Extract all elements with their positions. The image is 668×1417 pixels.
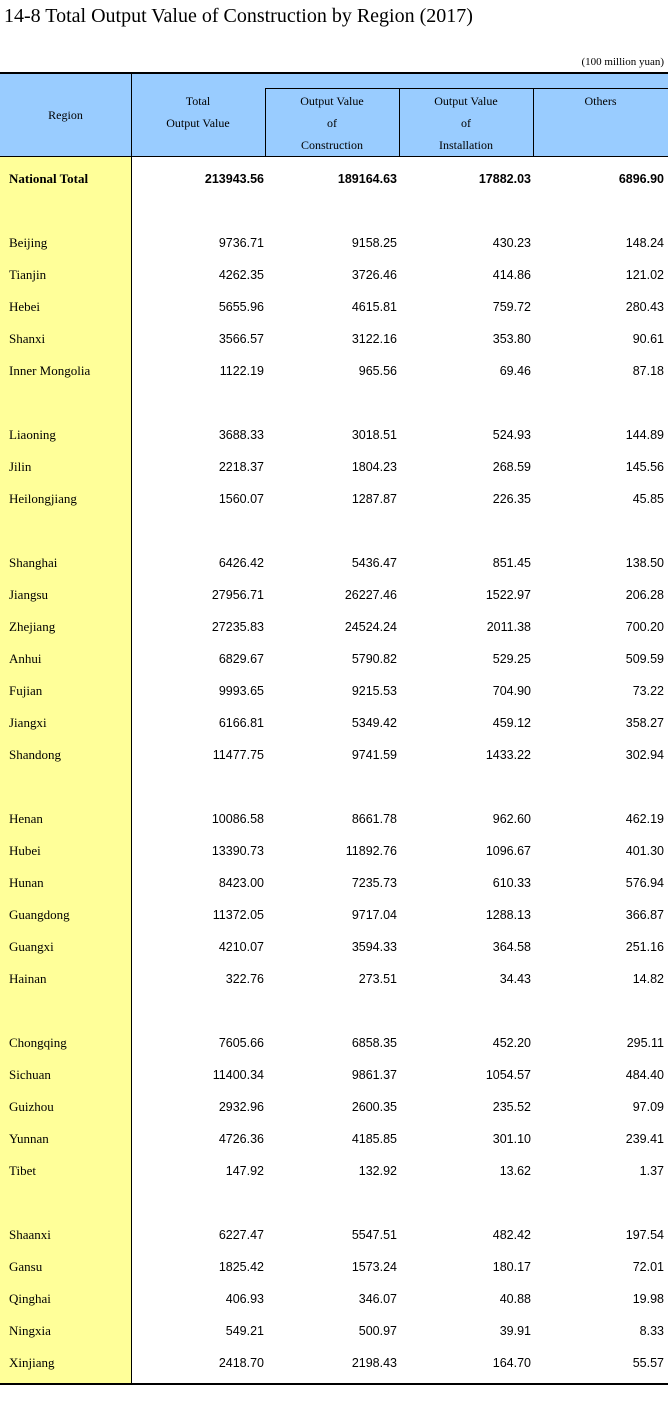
region-name: Shandong bbox=[9, 747, 61, 762]
region-name: Hainan bbox=[9, 971, 47, 986]
installation-value: 40.88 bbox=[499, 1292, 531, 1306]
installation-value: 452.20 bbox=[492, 1036, 531, 1050]
others-value: 302.94 bbox=[625, 748, 664, 762]
others-value: 121.02 bbox=[625, 268, 664, 282]
total-value: 27235.83 bbox=[211, 620, 264, 634]
header-bottom-rule bbox=[0, 156, 668, 157]
construction-value: 26227.46 bbox=[344, 588, 397, 602]
others-value: 73.22 bbox=[632, 684, 664, 698]
header-top-rule bbox=[0, 72, 668, 74]
total-value: 6166.81 bbox=[218, 716, 264, 730]
construction-value: 3726.46 bbox=[351, 268, 397, 282]
others-value: 45.85 bbox=[632, 492, 664, 506]
region-name: Hebei bbox=[9, 299, 41, 314]
header-construction-line3: Construction bbox=[301, 138, 363, 152]
table-row bbox=[0, 675, 668, 707]
construction-value: 11892.76 bbox=[345, 844, 397, 858]
total-value: 213943.56 bbox=[204, 172, 264, 186]
others-value: 358.27 bbox=[625, 716, 664, 730]
installation-value: 851.45 bbox=[492, 556, 531, 570]
others-value: 148.24 bbox=[625, 236, 664, 250]
total-value: 1825.42 bbox=[218, 1260, 264, 1274]
table-row bbox=[0, 419, 668, 451]
table-row bbox=[0, 643, 668, 675]
total-value: 7605.66 bbox=[218, 1036, 264, 1050]
region-name: Sichuan bbox=[9, 1067, 51, 1082]
others-value: 295.11 bbox=[626, 1036, 664, 1050]
region-name: Shanxi bbox=[9, 331, 46, 346]
others-value: 576.94 bbox=[625, 876, 664, 890]
region-name: Shaanxi bbox=[9, 1227, 51, 1242]
others-value: 239.41 bbox=[625, 1132, 664, 1146]
construction-value: 1573.24 bbox=[351, 1260, 397, 1274]
construction-value: 273.51 bbox=[358, 972, 397, 986]
installation-value: 226.35 bbox=[492, 492, 531, 506]
total-value: 4262.35 bbox=[218, 268, 264, 282]
region-name: Inner Mongolia bbox=[9, 363, 91, 378]
others-value: 197.54 bbox=[625, 1228, 664, 1242]
total-value: 11400.34 bbox=[212, 1068, 264, 1082]
header-total-line2: Output Value bbox=[166, 116, 230, 130]
total-value: 406.93 bbox=[225, 1292, 264, 1306]
header-installation-line1: Output Value bbox=[434, 94, 498, 108]
total-value: 9736.71 bbox=[218, 236, 264, 250]
others-value: 366.87 bbox=[625, 908, 664, 922]
construction-value: 24524.24 bbox=[344, 620, 397, 634]
installation-value: 164.70 bbox=[492, 1356, 531, 1370]
region-name: Guangxi bbox=[9, 939, 54, 954]
installation-value: 17882.03 bbox=[478, 172, 531, 186]
total-value: 6829.67 bbox=[218, 652, 264, 666]
others-value: 19.98 bbox=[632, 1292, 664, 1306]
installation-value: 1522.97 bbox=[485, 588, 531, 602]
table-row bbox=[0, 579, 668, 611]
region-name: Henan bbox=[9, 811, 43, 826]
construction-value: 9861.37 bbox=[351, 1068, 397, 1082]
region-name: Xinjiang bbox=[9, 1355, 55, 1370]
installation-value: 235.52 bbox=[492, 1100, 531, 1114]
installation-value: 430.23 bbox=[492, 236, 531, 250]
installation-value: 482.42 bbox=[492, 1228, 531, 1242]
region-name: Guizhou bbox=[9, 1099, 54, 1114]
header-construction-line2: of bbox=[327, 116, 337, 130]
construction-value: 3594.33 bbox=[351, 940, 397, 954]
installation-value: 364.58 bbox=[492, 940, 531, 954]
table-row bbox=[0, 547, 668, 579]
construction-value: 9741.59 bbox=[351, 748, 397, 762]
region-name: Jiangxi bbox=[9, 715, 47, 730]
table-row bbox=[0, 355, 668, 387]
construction-value: 5790.82 bbox=[351, 652, 397, 666]
construction-value: 3018.51 bbox=[351, 428, 397, 442]
others-value: 97.09 bbox=[632, 1100, 664, 1114]
others-value: 484.40 bbox=[625, 1068, 664, 1082]
header-installation-line3: Installation bbox=[439, 138, 493, 152]
total-value: 27956.71 bbox=[211, 588, 264, 602]
region-name: Ningxia bbox=[9, 1323, 51, 1338]
total-value: 3688.33 bbox=[218, 428, 264, 442]
others-value: 280.43 bbox=[625, 300, 664, 314]
region-name: Anhui bbox=[9, 651, 42, 666]
construction-value: 9717.04 bbox=[351, 908, 397, 922]
region-name: National Total bbox=[9, 171, 89, 186]
table-row bbox=[0, 707, 668, 739]
others-value: 90.61 bbox=[632, 332, 664, 346]
table-row bbox=[0, 1123, 668, 1155]
total-value: 4726.36 bbox=[218, 1132, 264, 1146]
others-value: 72.01 bbox=[632, 1260, 664, 1274]
region-name: Jilin bbox=[9, 459, 32, 474]
others-value: 14.82 bbox=[632, 972, 664, 986]
table-row bbox=[0, 291, 668, 323]
table-row bbox=[0, 899, 668, 931]
table-row bbox=[0, 1219, 668, 1251]
others-value: 206.28 bbox=[625, 588, 664, 602]
installation-value: 39.91 bbox=[499, 1324, 531, 1338]
total-value: 322.76 bbox=[225, 972, 264, 986]
header-others: Others bbox=[584, 94, 617, 108]
table-bottom-rule bbox=[0, 1383, 668, 1385]
header-construction-line1: Output Value bbox=[300, 94, 364, 108]
installation-value: 459.12 bbox=[492, 716, 531, 730]
table-row bbox=[0, 739, 668, 771]
region-name: Chongqing bbox=[9, 1035, 67, 1050]
region-name: Jiangsu bbox=[9, 587, 48, 602]
installation-value: 414.86 bbox=[492, 268, 531, 282]
table-row bbox=[0, 1315, 668, 1347]
construction-value: 1804.23 bbox=[351, 460, 397, 474]
header-total-line1: Total bbox=[185, 94, 211, 108]
header-installation-line2: of bbox=[461, 116, 471, 130]
construction-value: 9215.53 bbox=[351, 684, 397, 698]
region-name: Yunnan bbox=[9, 1131, 49, 1146]
region-name: Hubei bbox=[9, 843, 41, 858]
installation-value: 610.33 bbox=[492, 876, 531, 890]
table-row bbox=[0, 1027, 668, 1059]
total-value: 2418.70 bbox=[218, 1356, 264, 1370]
region-name: Zhejiang bbox=[9, 619, 56, 634]
table-row bbox=[0, 1059, 668, 1091]
installation-value: 69.46 bbox=[499, 364, 531, 378]
total-value: 6227.47 bbox=[218, 1228, 264, 1242]
table-row bbox=[0, 931, 668, 963]
construction-value: 965.56 bbox=[358, 364, 397, 378]
table-row bbox=[0, 1155, 668, 1187]
installation-value: 268.59 bbox=[492, 460, 531, 474]
others-value: 1.37 bbox=[639, 1164, 664, 1178]
others-value: 144.89 bbox=[625, 428, 664, 442]
header-installation bbox=[399, 90, 533, 156]
header-construction bbox=[265, 90, 399, 156]
total-value: 9993.65 bbox=[218, 684, 264, 698]
installation-value: 962.60 bbox=[492, 812, 531, 826]
construction-value: 2600.35 bbox=[351, 1100, 397, 1114]
others-value: 55.57 bbox=[632, 1356, 664, 1370]
total-value: 549.21 bbox=[225, 1324, 264, 1338]
others-value: 87.18 bbox=[632, 364, 664, 378]
table-row bbox=[0, 1347, 668, 1379]
others-value: 145.56 bbox=[625, 460, 664, 474]
others-value: 251.16 bbox=[625, 940, 664, 954]
table-row bbox=[0, 963, 668, 995]
table-row bbox=[0, 259, 668, 291]
total-value: 1122.19 bbox=[219, 364, 264, 378]
installation-value: 34.43 bbox=[499, 972, 531, 986]
installation-value: 13.62 bbox=[499, 1164, 531, 1178]
region-name: Fujian bbox=[9, 683, 43, 698]
total-value: 147.92 bbox=[225, 1164, 264, 1178]
construction-value: 1287.87 bbox=[351, 492, 397, 506]
national-total-row bbox=[0, 163, 668, 195]
construction-value: 3122.16 bbox=[351, 332, 397, 346]
construction-value: 6858.35 bbox=[351, 1036, 397, 1050]
installation-value: 1288.13 bbox=[485, 908, 531, 922]
construction-value: 346.07 bbox=[358, 1292, 397, 1306]
construction-value: 5436.47 bbox=[351, 556, 397, 570]
region-name: Hunan bbox=[9, 875, 44, 890]
construction-value: 2198.43 bbox=[351, 1356, 397, 1370]
installation-value: 180.17 bbox=[492, 1260, 531, 1274]
total-value: 5655.96 bbox=[218, 300, 264, 314]
total-value: 8423.00 bbox=[218, 876, 264, 890]
others-value: 138.50 bbox=[625, 556, 664, 570]
installation-value: 353.80 bbox=[492, 332, 531, 346]
unit-label: (100 million yuan) bbox=[581, 56, 664, 68]
others-value: 6896.90 bbox=[618, 172, 664, 186]
header-sub-rule bbox=[265, 88, 668, 89]
total-value: 2218.37 bbox=[218, 460, 264, 474]
others-value: 509.59 bbox=[625, 652, 664, 666]
installation-value: 524.93 bbox=[492, 428, 531, 442]
header-region: Region bbox=[48, 108, 83, 122]
others-value: 700.20 bbox=[625, 620, 664, 634]
construction-value: 189164.63 bbox=[337, 172, 397, 186]
total-value: 4210.07 bbox=[218, 940, 264, 954]
region-name: Tibet bbox=[9, 1163, 36, 1178]
region-name: Gansu bbox=[9, 1259, 43, 1274]
installation-value: 1054.57 bbox=[485, 1068, 531, 1082]
table-row bbox=[0, 835, 668, 867]
installation-value: 1433.22 bbox=[485, 748, 531, 762]
region-name: Qinghai bbox=[9, 1291, 51, 1306]
construction-value: 7235.73 bbox=[351, 876, 397, 890]
table-row bbox=[0, 867, 668, 899]
table-row bbox=[0, 451, 668, 483]
construction-value: 5547.51 bbox=[351, 1228, 397, 1242]
table-row bbox=[0, 611, 668, 643]
region-name: Shanghai bbox=[9, 555, 58, 570]
total-value: 2932.96 bbox=[218, 1100, 264, 1114]
table-row bbox=[0, 323, 668, 355]
table-row bbox=[0, 1091, 668, 1123]
total-value: 3566.57 bbox=[218, 332, 264, 346]
region-name: Guangdong bbox=[9, 907, 70, 922]
table-row bbox=[0, 1283, 668, 1315]
page-title: 14-8 Total Output Value of Construction by Region (2017) bbox=[4, 5, 473, 27]
region-name: Heilongjiang bbox=[9, 491, 77, 506]
total-value: 1560.07 bbox=[218, 492, 264, 506]
construction-value: 4615.81 bbox=[351, 300, 397, 314]
table-row bbox=[0, 1251, 668, 1283]
construction-value: 4185.85 bbox=[351, 1132, 397, 1146]
installation-value: 759.72 bbox=[492, 300, 531, 314]
total-value: 10086.58 bbox=[211, 812, 264, 826]
total-value: 11372.05 bbox=[212, 908, 264, 922]
others-value: 401.30 bbox=[625, 844, 664, 858]
table-row bbox=[0, 227, 668, 259]
installation-value: 529.25 bbox=[492, 652, 531, 666]
table-row bbox=[0, 803, 668, 835]
construction-value: 5349.42 bbox=[351, 716, 397, 730]
installation-value: 2011.38 bbox=[486, 620, 531, 634]
installation-value: 704.90 bbox=[492, 684, 531, 698]
others-value: 462.19 bbox=[625, 812, 664, 826]
region-name: Beijing bbox=[9, 235, 48, 250]
region-name: Liaoning bbox=[9, 427, 56, 442]
installation-value: 301.10 bbox=[492, 1132, 531, 1146]
table-row bbox=[0, 483, 668, 515]
total-value: 11477.75 bbox=[212, 748, 264, 762]
others-value: 8.33 bbox=[639, 1324, 664, 1338]
total-value: 6426.42 bbox=[218, 556, 264, 570]
construction-value: 132.92 bbox=[358, 1164, 397, 1178]
total-value: 13390.73 bbox=[211, 844, 264, 858]
construction-value: 500.97 bbox=[358, 1324, 397, 1338]
header-total bbox=[131, 90, 265, 134]
construction-value: 9158.25 bbox=[351, 236, 397, 250]
construction-value: 8661.78 bbox=[351, 812, 397, 826]
installation-value: 1096.67 bbox=[485, 844, 531, 858]
region-name: Tianjin bbox=[9, 267, 47, 282]
